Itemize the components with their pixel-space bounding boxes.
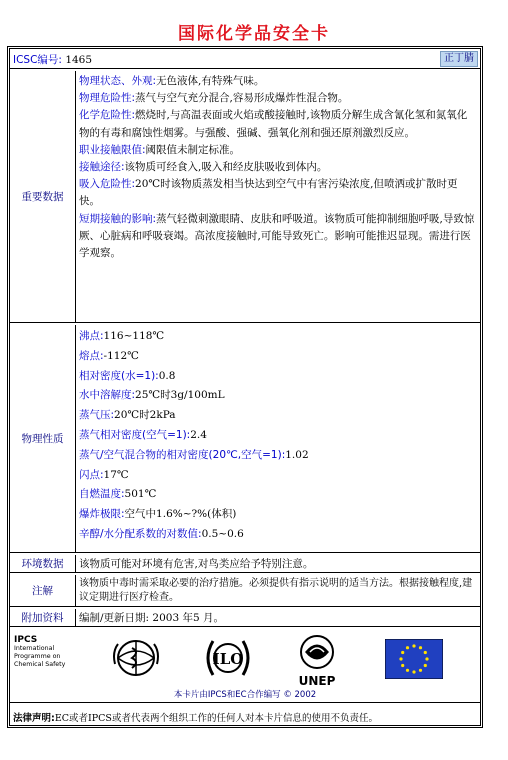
card-title: 国际化学品安全卡 (178, 24, 330, 44)
ipcs-block (14, 635, 65, 669)
eu-star-icon (412, 644, 415, 647)
safety-card (7, 46, 483, 728)
important-data-key: 物理状态、外观: (79, 75, 157, 87)
ipcs-line1: International (14, 645, 55, 652)
important-data-value: 蒸气轻微刺激眼睛、皮肤和呼吸道。该物质可能抑制细胞呼吸,导致惊厥、心脏病和呼吸衰竭。高浓度接触时,可能导致死亡。影响可能推迟显现。需进行医学观察。 (79, 212, 475, 260)
eu-star-icon (406, 646, 409, 649)
physical-property-item (79, 406, 477, 426)
physical-property-value: 2.4 (190, 428, 207, 441)
notes-text: 该物质中毒时需采取必要的治疗措施。必须提供有指示说明的适当方法。根据接触程度,建议定期进行医疗检查。 (79, 578, 473, 603)
physical-properties-label: 物理性质 (10, 325, 76, 552)
eu-star-icon (412, 670, 415, 673)
important-data-item (79, 73, 477, 90)
physical-property-key: 蒸气/空气混合物的相对密度(20℃,空气=1): (79, 448, 286, 461)
notes-label: 注解 (10, 575, 76, 606)
physical-property-item (79, 446, 477, 466)
important-data-value: 蒸气与空气充分混合,容易形成爆炸性混合物。 (135, 92, 349, 105)
physical-property-value: 0.8 (158, 369, 176, 382)
ipcs-line3: Chemical Safety (14, 661, 66, 668)
legal-text: EC或者IPCS或者代表两个组织工作的任何人对本卡片信息的使用不负责任。 (54, 713, 378, 724)
physical-property-key: 蒸气压: (79, 409, 115, 422)
important-data-item (79, 142, 477, 159)
important-data-value: 燃烧时,与高温表面或火焰或酸接触时,该物质分解生成含氰化氢和氮氧化物的有毒和腐蚀性烟雾。与强酸、强碱、强氧化剂和强还原剂激烈反应。 (79, 109, 468, 139)
eu-star-icon (425, 657, 428, 660)
important-data-key: 职业接触限值: (79, 143, 146, 156)
header-row (10, 49, 480, 69)
ilo-logo-icon (203, 635, 253, 681)
important-data-value: 该物质可经食入,吸入和经皮肤吸收到体内。 (124, 161, 328, 174)
important-data-item (79, 90, 477, 107)
environment-label: 环境数据 (10, 555, 76, 572)
physical-property-key: 辛醇/水分配系数的对数值: (79, 527, 202, 540)
notes-row (10, 575, 480, 607)
important-data-value: 20℃时该物质蒸发相当快达到空气中有害污染浓度,但喷洒或扩散时更快。 (79, 178, 458, 208)
eu-star-icon (419, 646, 422, 649)
physical-property-value: -112℃ (103, 349, 139, 362)
physical-property-key: 爆炸极限: (79, 508, 125, 521)
eu-star-icon (419, 669, 422, 672)
physical-property-value: 20℃时2kPa (114, 409, 176, 422)
physical-property-value: 空气中1.6%~?%(体积) (124, 508, 237, 521)
legal-label: 法律声明: (13, 713, 55, 724)
svg-text:ILO: ILO (212, 650, 244, 668)
important-data-key: 物理危险性: (79, 92, 136, 105)
physical-property-item (79, 485, 477, 505)
physical-property-key: 相对密度(水=1): (79, 369, 159, 382)
logos-row (10, 629, 480, 703)
physical-property-value: 25℃时3g/100mL (135, 389, 225, 402)
legal-row (10, 705, 480, 727)
who-logo-icon (110, 634, 162, 682)
physical-property-key: 沸点: (79, 330, 104, 342)
physical-property-item (79, 505, 477, 525)
important-data-value: 阈限值未制定标准。 (145, 143, 241, 156)
important-data-item (79, 159, 477, 176)
important-data-key: 接触途径: (79, 161, 125, 174)
important-data-content (76, 71, 480, 322)
icsc-number: 1465 (65, 54, 93, 66)
physical-property-item (79, 367, 477, 387)
physical-properties-row (10, 325, 480, 553)
physical-property-key: 蒸气相对密度(空气=1): (79, 428, 191, 441)
eu-star-icon (401, 664, 404, 667)
physical-property-key: 自燃温度: (79, 488, 125, 501)
important-data-item (79, 211, 477, 263)
physical-property-item (79, 525, 477, 545)
environment-row (10, 555, 480, 573)
ipcs-line2: Programme on (14, 653, 61, 660)
eu-star-icon (424, 651, 427, 654)
credit-line: 本卡片由IPCS和EC合作编写 © 2002 (173, 690, 317, 700)
additional-row (10, 609, 480, 627)
unep-logo-icon (293, 633, 341, 689)
important-data-key: 化学危险性: (79, 109, 136, 122)
physical-property-item (79, 386, 477, 406)
physical-property-value: 0.5~0.6 (201, 527, 244, 540)
physical-property-key: 闪点: (79, 468, 104, 481)
additional-label: 附加资料 (10, 609, 76, 626)
important-data-value: 无色液体,有特殊气味。 (156, 75, 265, 87)
environment-text: 该物质可能对环境有危害,对鸟类应给予特别注意。 (79, 558, 314, 570)
important-data-row (10, 71, 480, 323)
ipcs-name: IPCS (14, 635, 38, 645)
important-data-item (79, 107, 477, 141)
eu-star-icon (401, 651, 404, 654)
physical-property-key: 熔点: (79, 349, 104, 362)
chemical-name: 正丁腈 (440, 51, 478, 67)
eu-star-icon (399, 657, 402, 660)
physical-property-value: 17℃ (103, 468, 129, 481)
important-data-item (79, 176, 477, 210)
physical-property-item (79, 347, 477, 367)
eu-star-icon (424, 664, 427, 667)
physical-property-value: 1.02 (285, 448, 309, 461)
physical-properties-content (76, 325, 480, 552)
physical-property-item (79, 466, 477, 486)
icsc-label: ICSC编号: (13, 54, 62, 66)
important-data-label: 重要数据 (10, 71, 76, 322)
physical-property-key: 水中溶解度: (79, 389, 136, 402)
physical-property-value: 116~118℃ (103, 330, 165, 342)
physical-property-item (79, 327, 477, 347)
svg-text:UNEP: UNEP (298, 674, 336, 688)
physical-property-value: 501℃ (124, 488, 157, 501)
eu-flag-icon (385, 639, 443, 679)
physical-property-item (79, 426, 477, 446)
eu-star-icon (406, 669, 409, 672)
important-data-key: 吸入危险性: (79, 178, 136, 191)
additional-text: 编制/更新日期: 2003 年5 月。 (79, 612, 224, 624)
important-data-key: 短期接触的影响: (79, 212, 157, 225)
